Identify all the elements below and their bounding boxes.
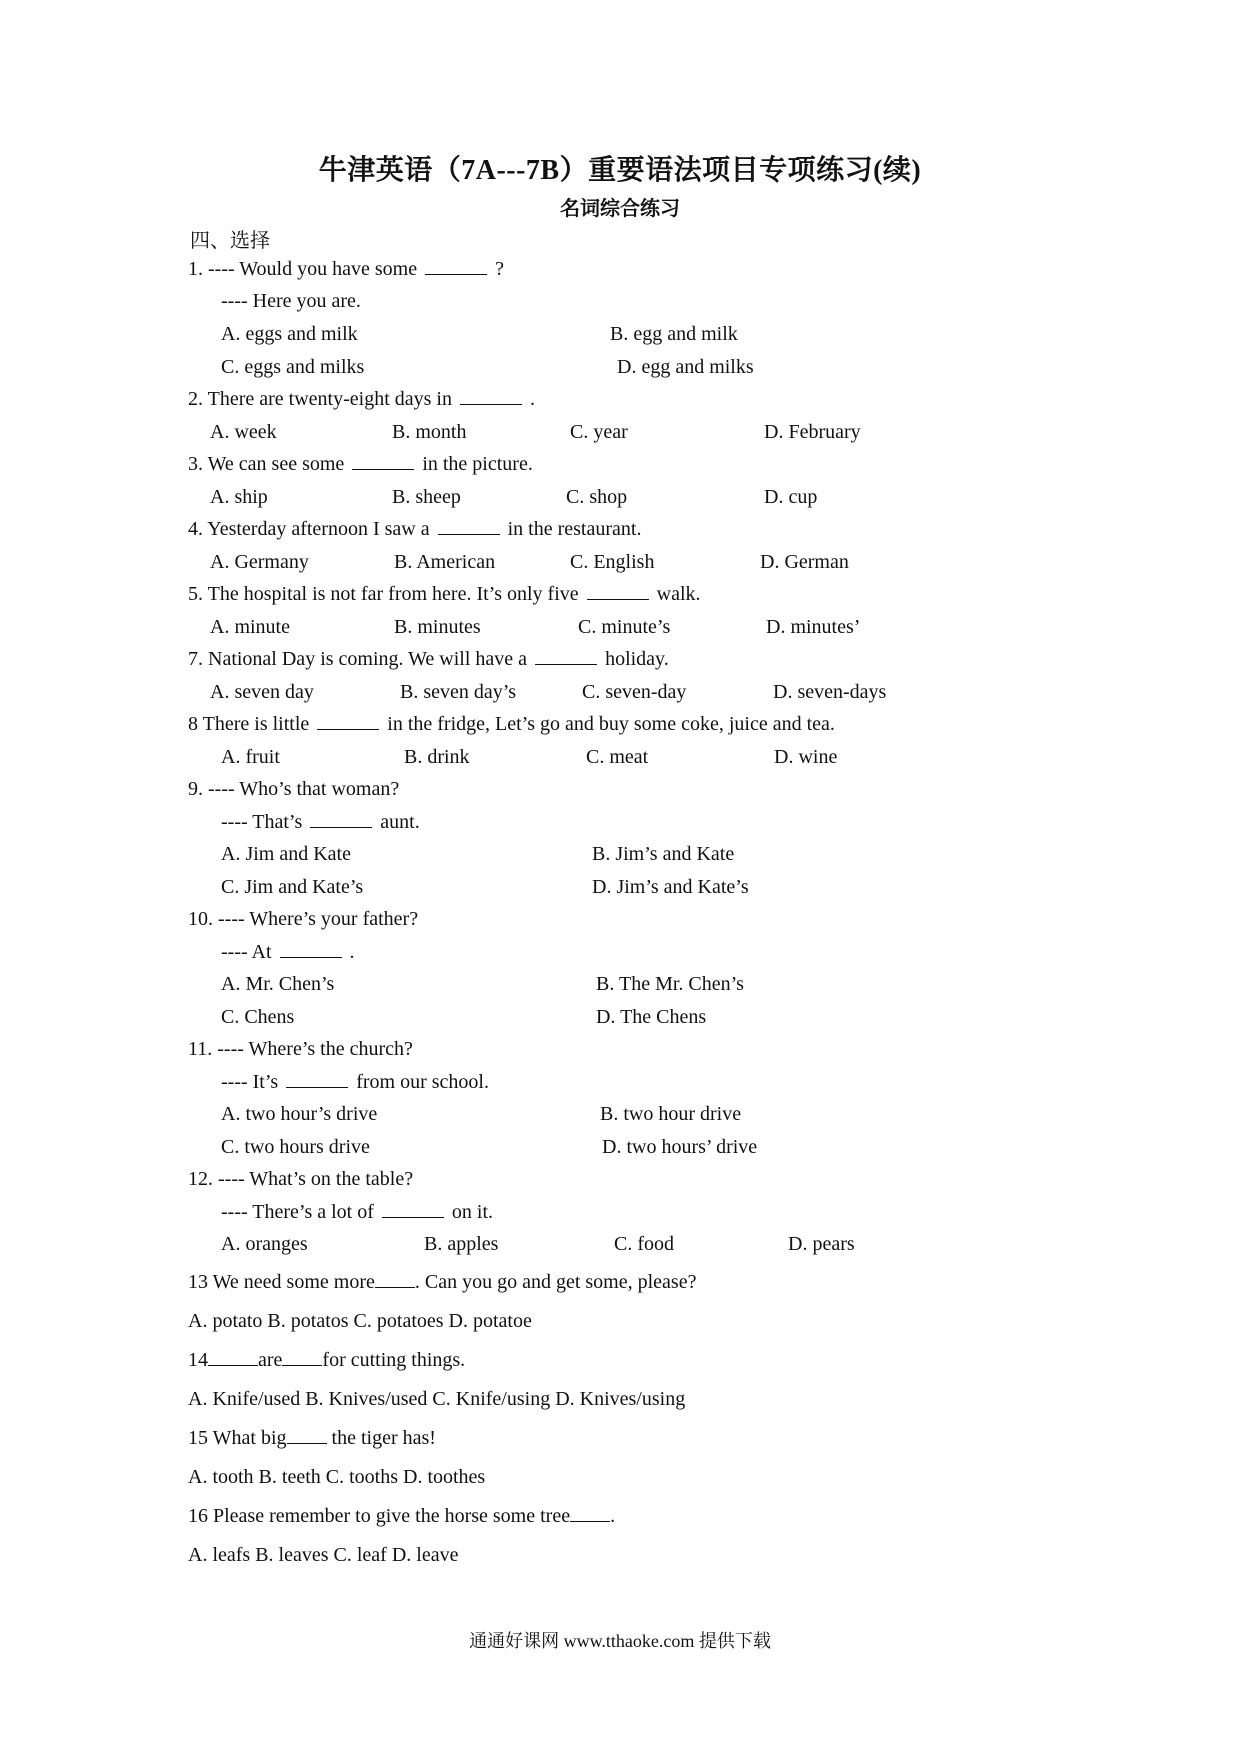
option-a: A. eggs and milk — [221, 323, 358, 345]
option-d: D. wine — [774, 746, 838, 768]
option-a: A. Mr. Chen’s — [221, 973, 335, 995]
option-b: B. The Mr. Chen’s — [596, 973, 744, 995]
question-stem: 1. ---- Would you have some ? — [188, 258, 504, 280]
document-title: 牛津英语（7A---7B）重要语法项目专项练习(续) — [318, 155, 922, 186]
answer-blank — [425, 256, 487, 275]
answer-blank — [438, 516, 500, 535]
option-d: D. minutes’ — [766, 616, 861, 638]
option-a: A. ship — [210, 486, 268, 508]
option-a: A. fruit — [221, 746, 280, 768]
option-c: C. year — [570, 421, 628, 443]
question-stem: 16 Please remember to give the horse some tree . — [188, 1505, 616, 1527]
question-stem: 11. ---- Where’s the church? — [188, 1038, 413, 1060]
question-reply: ---- At . — [221, 941, 355, 963]
answer-blank — [310, 809, 372, 828]
answer-blank — [282, 1347, 322, 1366]
option-b: B. minutes — [394, 616, 481, 638]
option-d: D. The Chens — [596, 1006, 707, 1028]
document-subtitle: 名词综合练习 — [560, 198, 680, 220]
option-a: A. Jim and Kate — [221, 843, 351, 865]
question-stem: 4. Yesterday afternoon I saw a in the restaurant. — [188, 518, 642, 540]
option-b: B. apples — [424, 1233, 499, 1255]
option-b: B. American — [394, 551, 496, 573]
answer-blank — [375, 1269, 415, 1288]
option-d: D. cup — [764, 486, 818, 508]
option-d: D. Jim’s and Kate’s — [592, 876, 749, 898]
option-a: A. oranges — [221, 1233, 308, 1255]
options-line: A. potato B. potatos C. potatoes D. potatoe — [188, 1310, 532, 1332]
question-stem: 7. National Day is coming. We will have a holiday. — [188, 648, 669, 670]
question-reply: ---- Here you are. — [221, 290, 361, 312]
answer-blank — [587, 581, 649, 600]
option-b: B. two hour drive — [600, 1103, 742, 1125]
option-a: A. minute — [210, 616, 290, 638]
question-reply: ---- There’s a lot of on it. — [221, 1201, 494, 1223]
option-c: C. two hours drive — [221, 1136, 370, 1158]
options-line: A. Knife/used B. Knives/used C. Knife/using D. Knives/using — [188, 1388, 686, 1410]
footer-credit: 通通好课网 www.tthaoke.com 提供下载 — [469, 1631, 771, 1651]
options-line: A. tooth B. teeth C. tooths D. toothes — [188, 1466, 486, 1488]
option-b: B. month — [392, 421, 467, 443]
option-a: A. seven day — [210, 681, 314, 703]
option-b: B. Jim’s and Kate — [592, 843, 735, 865]
option-b: B. seven day’s — [400, 681, 517, 703]
answer-blank — [352, 451, 414, 470]
option-c: C. shop — [566, 486, 628, 508]
option-d: D. pears — [788, 1233, 855, 1255]
answer-blank — [280, 939, 342, 958]
section-label: 四、选择 — [190, 230, 270, 252]
option-d: D. egg and milks — [617, 356, 754, 378]
answer-blank — [535, 646, 597, 665]
question-stem: 13 We need some more . Can you go and get some, please? — [188, 1271, 697, 1293]
question-stem: 3. We can see some in the picture. — [188, 453, 533, 475]
question-stem: 14 are for cutting things. — [188, 1349, 466, 1371]
options-line: A. leafs B. leaves C. leaf D. leave — [188, 1544, 459, 1566]
answer-blank — [208, 1347, 258, 1366]
option-b: B. egg and milk — [610, 323, 738, 345]
option-a: A. two hour’s drive — [221, 1103, 378, 1125]
question-reply: ---- That’s aunt. — [221, 811, 420, 833]
answer-blank — [286, 1069, 348, 1088]
option-c: C. Jim and Kate’s — [221, 876, 364, 898]
option-a: A. week — [210, 421, 277, 443]
question-reply: ---- It’s from our school. — [221, 1071, 489, 1093]
option-b: B. drink — [404, 746, 470, 768]
question-stem: 9. ---- Who’s that woman? — [188, 778, 400, 800]
answer-blank — [382, 1199, 444, 1218]
option-a: A. Germany — [210, 551, 309, 573]
option-d: D. two hours’ drive — [602, 1136, 758, 1158]
option-c: C. minute’s — [578, 616, 671, 638]
option-c: C. seven-day — [582, 681, 687, 703]
answer-blank — [570, 1503, 610, 1522]
option-d: D. seven-days — [773, 681, 887, 703]
option-d: D. February — [764, 421, 861, 443]
option-c: C. English — [570, 551, 655, 573]
question-stem: 5. The hospital is not far from here. It’s only five walk. — [188, 583, 701, 605]
question-stem: 15 What big the tiger has! — [188, 1427, 436, 1449]
option-c: C. eggs and milks — [221, 356, 365, 378]
question-stem: 8 There is little in the fridge, Let’s go and buy some coke, juice and tea. — [188, 713, 835, 735]
answer-blank — [317, 711, 379, 730]
option-c: C. food — [614, 1233, 674, 1255]
question-stem: 10. ---- Where’s your father? — [188, 908, 419, 930]
option-b: B. sheep — [392, 486, 461, 508]
question-stem: 2. There are twenty-eight days in . — [188, 388, 535, 410]
option-d: D. German — [760, 551, 849, 573]
option-c: C. meat — [586, 746, 649, 768]
option-c: C. Chens — [221, 1006, 295, 1028]
answer-blank — [460, 386, 522, 405]
answer-blank — [287, 1425, 327, 1444]
question-stem: 12. ---- What’s on the table? — [188, 1168, 414, 1190]
